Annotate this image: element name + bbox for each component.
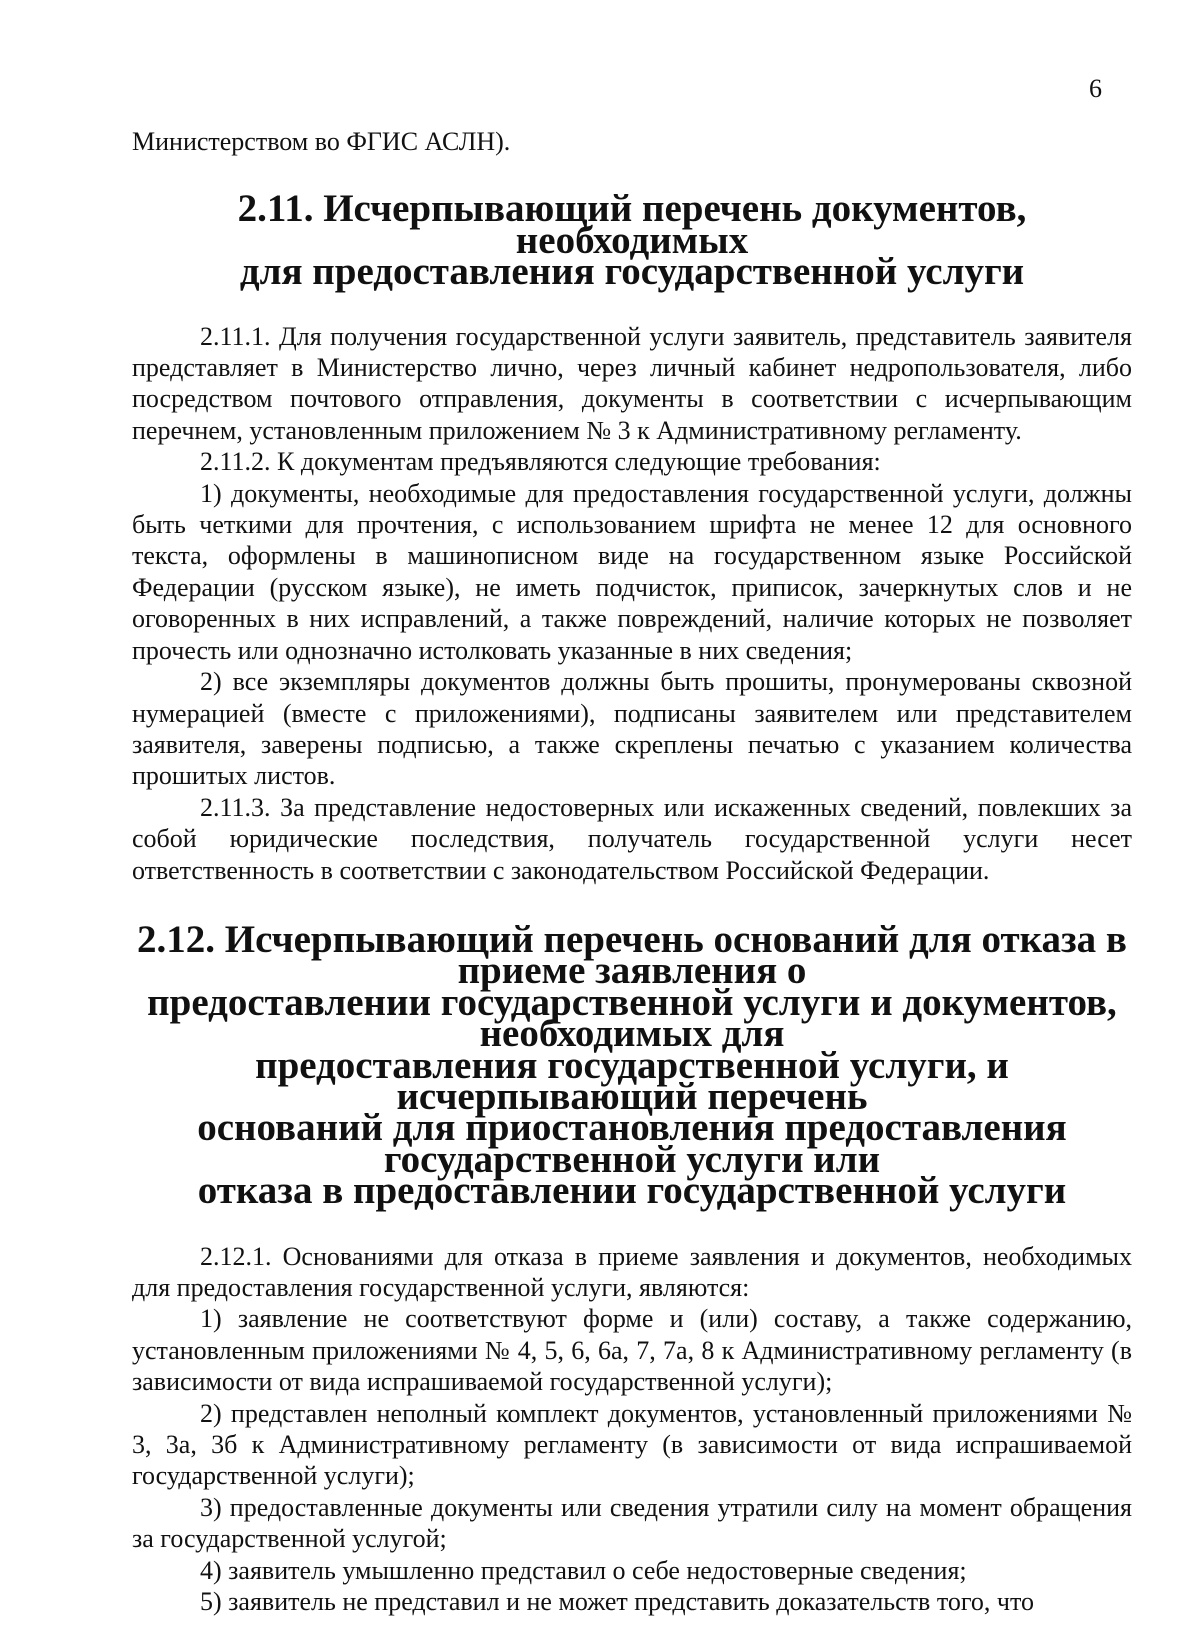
heading-line: отказа в предоставлении государственной услуги: [197, 1169, 1067, 1213]
list-item-2: 2) представлен неполный комплект документов, установленный приложениями № 3, 3а, 3б к Административному регламенту (в зависимости от вида испрашиваемой государственной услуги);: [132, 1398, 1132, 1491]
list-item-2: 2) все экземпляры документов должны быть прошиты, пронумерованы сквозной нумерацией (вместе с приложениями), подписаны заявителем или представителем заявителя, заверены подписью, а также скреплены печатью с указанием количества прошитых листов.: [132, 667, 1132, 791]
heading-line: 2.11. Исчерпывающий перечень документов, необходимых: [237, 187, 1027, 262]
section-heading-2-11: [132, 187, 1132, 294]
document-body: [132, 126, 1132, 1617]
list-item-5: 5) заявитель не представил и не может представить доказательств того, что: [200, 1587, 1034, 1617]
heading-line: оснований для приостановления предоставления государственной услуги или: [197, 1106, 1067, 1181]
list-item-1: 1) заявление не соответствуют форме и (или) составу, а также содержанию, установленным приложениями № 4, 5, 6, 6а, 7, 7а, 8 к Административному регламенту (в зависимости от вида испрашиваемой государственной услуги);: [132, 1304, 1132, 1397]
paragraph-2-11-3: 2.11.3. За представление недостоверных или искаженных сведений, повлекших за собой юридические последствия, получатель государственной услуги несет ответственность в соответствии с законодательством Российской Федерации.: [132, 792, 1132, 885]
paragraph-2-12-1: 2.12.1. Основаниями для отказа в приеме заявления и документов, необходимых для предоставления государственной услуги, являются:: [132, 1241, 1132, 1302]
list-item-3: 3) предоставленные документы или сведения утратили силу на момент обращения за государственной услугой;: [132, 1492, 1132, 1554]
heading-line: предоставлении государственной услуги и документов, необходимых для: [147, 980, 1117, 1056]
heading-line: для предоставления государственной услуги: [239, 250, 1025, 294]
paragraph-2-11-1: 2.11.1. Для получения государственной услуги заявитель, представитель заявителя представляет в Министерство лично, через личный кабинет недропользователя, либо посредством почтового отправления, документы в соответствии с исчерпывающим перечнем, установленным приложением № 3 к Административному регламенту.: [132, 321, 1132, 445]
heading-line: 2.12. Исчерпывающий перечень оснований для отказа в приеме заявления о: [137, 917, 1127, 993]
section-heading-2-12: [132, 917, 1132, 1213]
page-number: 6: [1089, 74, 1102, 103]
paragraph-2-11-2: 2.11.2. К документам предъявляются следующие требования:: [200, 447, 881, 477]
list-item-4: 4) заявитель умышленно представил о себе недостоверные сведения;: [200, 1555, 967, 1585]
heading-line: предоставления государственной услуги, и исчерпывающий перечень: [255, 1043, 1009, 1118]
continuation-text: Министерством во ФГИС АСЛН).: [132, 127, 511, 156]
list-item-1: 1) документы, необходимые для предоставления государственной услуги, должны быть четкими для прочтения, с использованием шрифта не менее 12 для основного текста, оформлены в машинописном виде на государственном языке Российской Федерации (русском языке), не иметь подчисток, приписок, зачеркнутых слов и не оговоренных в них исправлений, а также повреждений, наличие которых не позволяет прочесть или однозначно истолковать указанные в них сведения;: [132, 478, 1132, 665]
section-2-12-body: [132, 1241, 1132, 1618]
section-2-11-body: [132, 321, 1132, 886]
